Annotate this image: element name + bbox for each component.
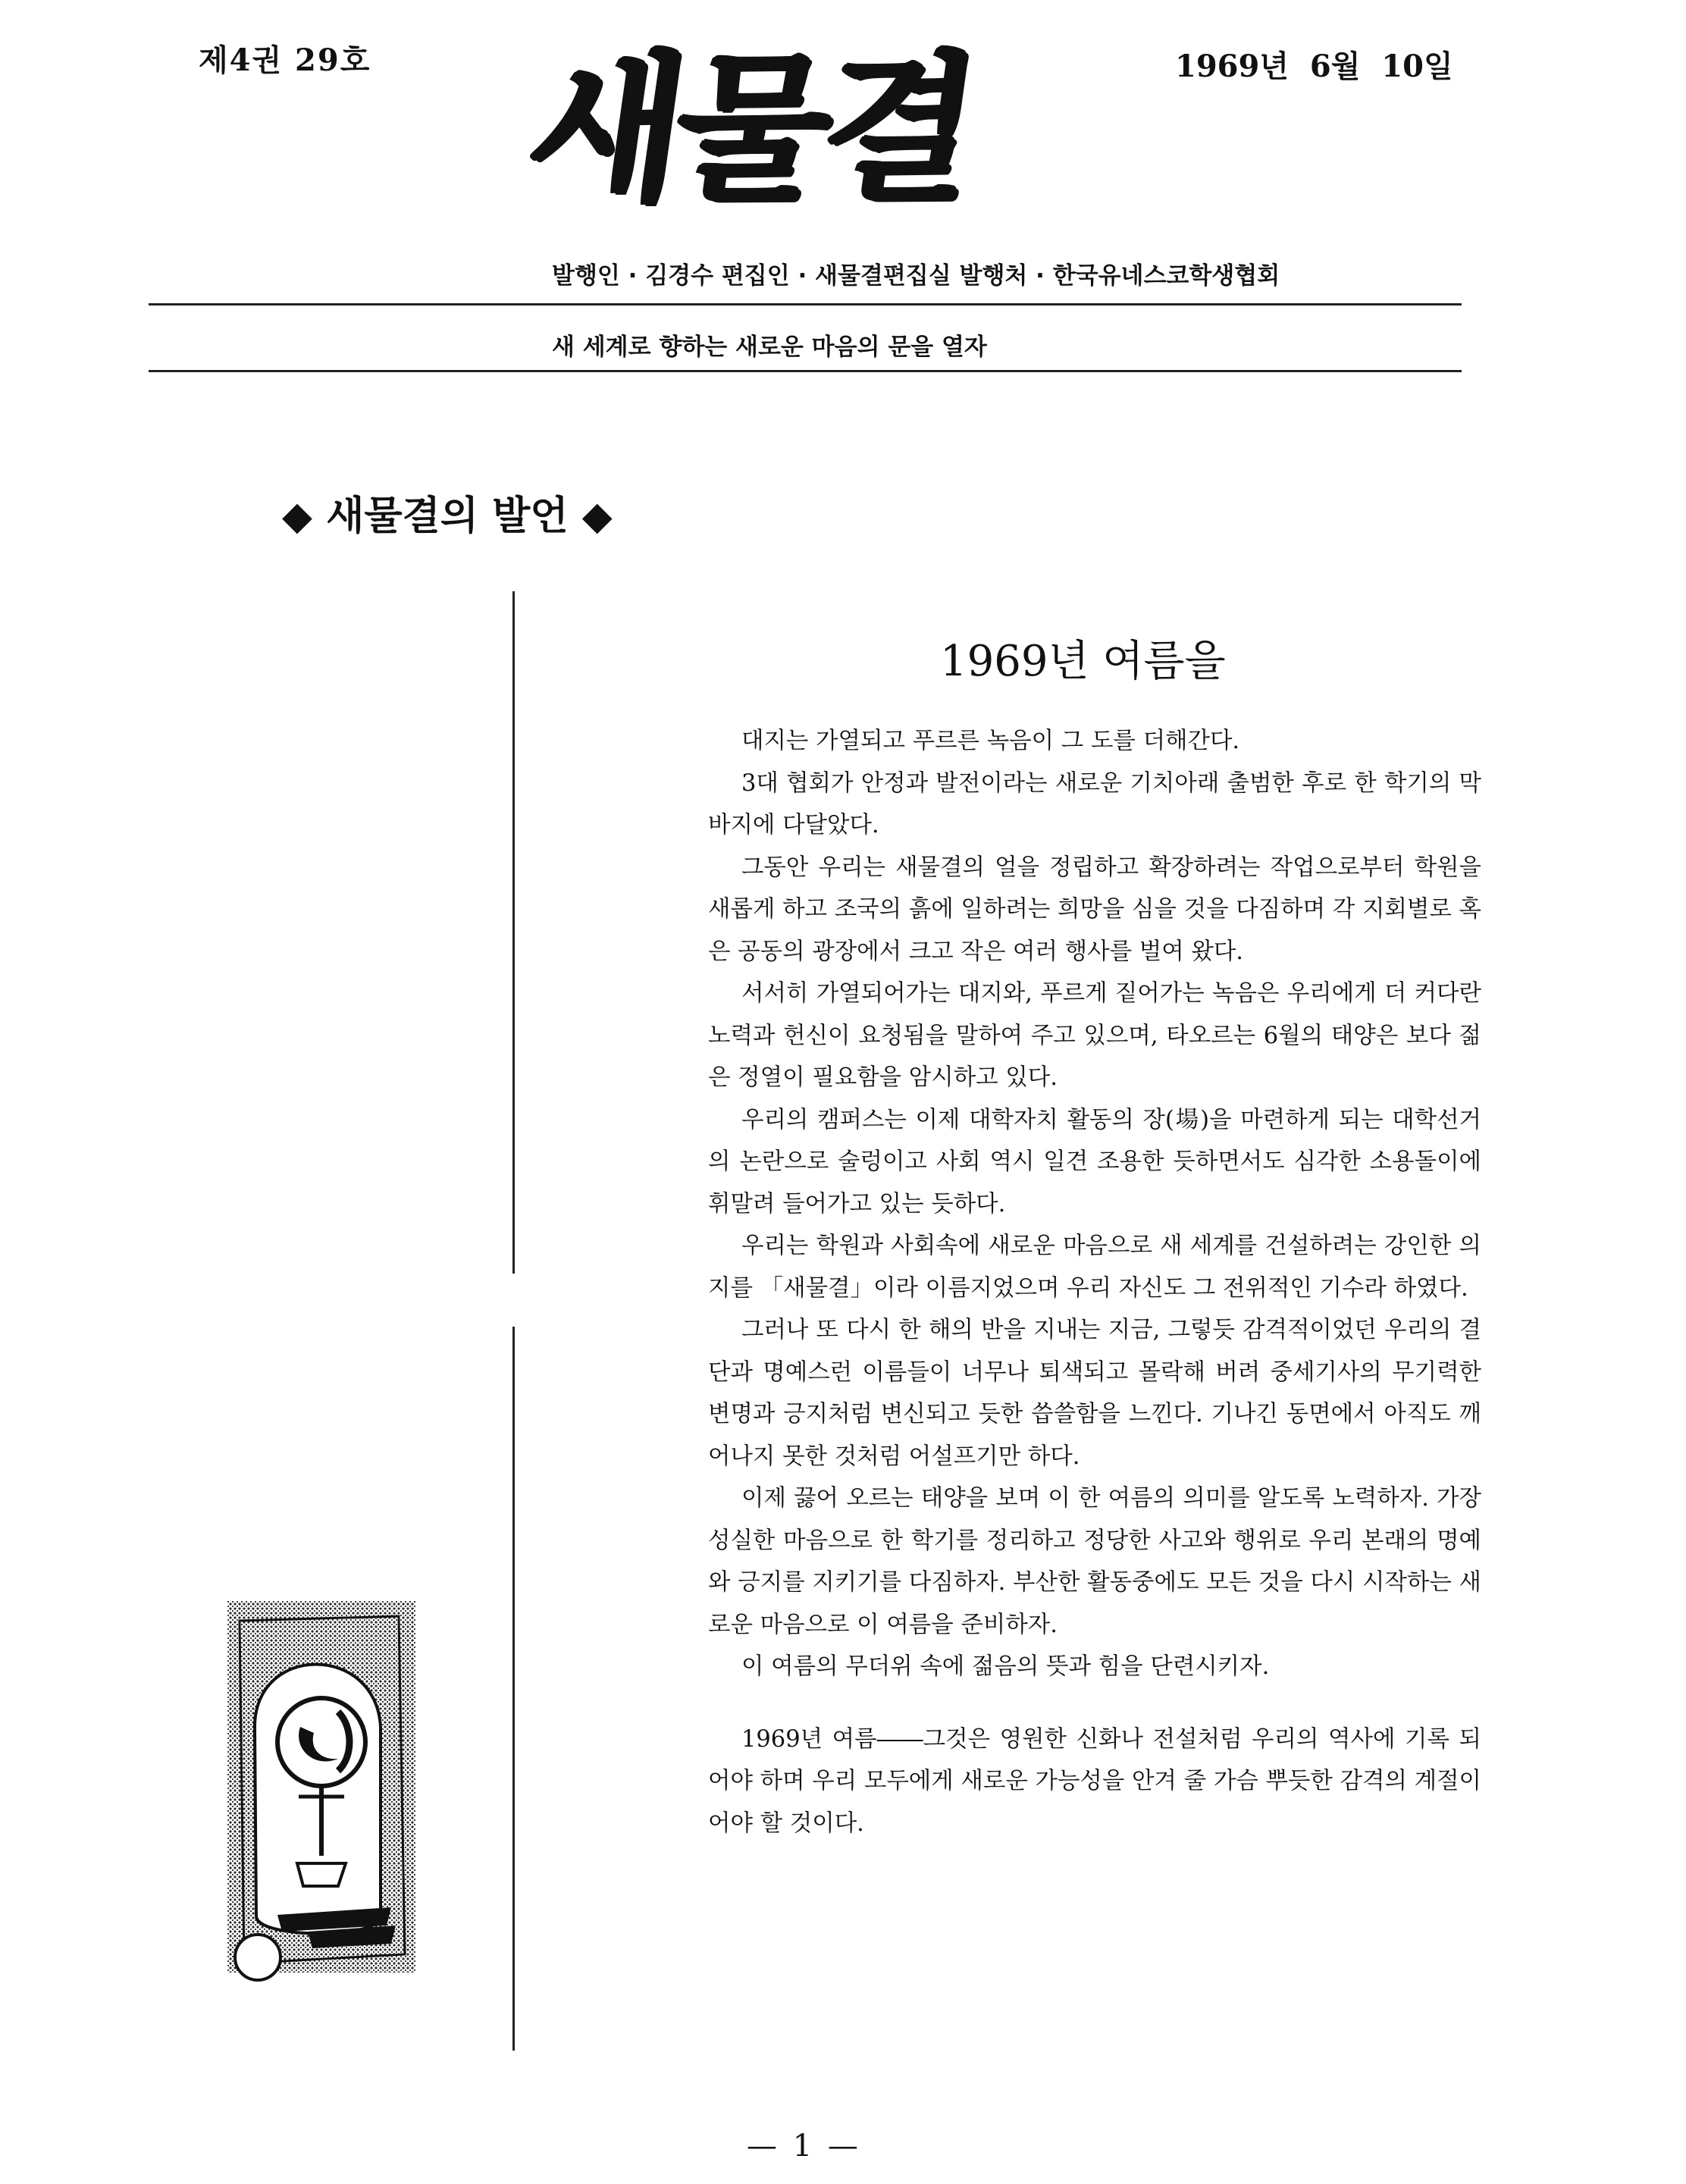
paragraph: 3대 협회가 안정과 발전이라는 새로운 기치아래 출범한 후로 한 학기의 막바지에 다달았다.: [708, 769, 1481, 838]
issue-date: 1969년 6월 10일: [1175, 49, 1453, 84]
paragraph: 서서히 가열되어가는 대지와, 푸르게 짙어가는 녹음은 우리에게 더 커다란 노력과 헌신이 요청됨을 말하여 주고 있으며, 타오르는 6월의 태양은 보다 젊은 정열이 필요함을 암시하고 있다.: [708, 980, 1481, 1091]
publication-credits: 발행인 · 김경수 편집인 · 새물결편집실 발행처 · 한국유네스코학생협회: [552, 262, 1280, 290]
masthead-title: 새물결: [517, 36, 982, 221]
paragraph: 우리의 캠퍼스는 이제 대학자치 활동의 장(場)을 마련하게 되는 대학선거의 논란으로 술렁이고 사회 역시 일견 조용한 듯하면서도 심각한 소용돌이에 휘말려 들어가고 있는 듯하다.: [708, 1106, 1481, 1217]
paragraph: 이 여름의 무더위 속에 젊음의 뜻과 힘을 단련시키자.: [741, 1653, 1270, 1680]
paragraph: 우리는 학원과 사회속에 새로운 마음으로 새 세계를 건설하려는 강인한 의지를 「새물결」이라 이름지었으며 우리 자신도 그 전위적인 기수라 하였다.: [708, 1233, 1481, 1302]
column-divider-upper: [512, 591, 515, 1274]
article-title: 1969년 여름을: [940, 637, 1226, 686]
header-rule-bottom: [149, 370, 1462, 372]
paragraph: 대지는 가열되고 푸르른 녹음이 그 도를 더해간다.: [741, 728, 1240, 754]
issue-number: 제4권 29호: [199, 42, 371, 78]
paragraph: 1969년 여름――그것은 영원한 신화나 전설처럼 우리의 역사에 기록 되어야 하며 우리 모두에게 새로운 가능성을 안겨 줄 가슴 뿌듯한 감격의 계절이어야 할 것이다.: [708, 1725, 1481, 1837]
woodcut-illustration: [224, 1598, 418, 1985]
paragraph: 그러나 또 다시 한 해의 반을 지내는 지금, 그렇듯 감격적이었던 우리의 결단과 명예스런 이름들이 너무나 퇴색되고 몰락해 버려 중세기사의 무기력한 변명과 긍지처럼 변신되고 듯한 씁쓸함을 느낀다. 기나긴 동면에서 아직도 깨어나지 못한 것처럼 어설프기만 하다.: [708, 1317, 1481, 1470]
header-rule-top: [149, 303, 1462, 306]
page-number: — 1 —: [747, 2129, 858, 2164]
article-body: [708, 720, 1481, 1844]
paragraph: 그동안 우리는 새물결의 얼을 정립하고 확장하려는 작업으로부터 학원을 새롭게 하고 조국의 흙에 일하려는 희망을 심을 것을 다짐하며 각 지회별로 혹은 공동의 광장에서 크고 작은 여러 행사를 벌여 왔다.: [708, 854, 1481, 965]
slogan: 새 세계로 향하는 새로운 마음의 문을 열자: [552, 334, 987, 361]
paragraph: 이제 끓어 오르는 태양을 보며 이 한 여름의 의미를 알도록 노력하자. 가장 성실한 마음으로 한 학기를 정리하고 정당한 사고와 행위로 우리 본래의 명예와 긍지를 지키기를 다짐하자. 부산한 활동중에도 모든 것을 다시 시작하는 새로운 마음으로 이 여름을 준비하자.: [708, 1485, 1481, 1638]
section-title: ◆ 새물결의 발언 ◆: [282, 494, 613, 539]
column-divider-lower: [512, 1327, 515, 2051]
